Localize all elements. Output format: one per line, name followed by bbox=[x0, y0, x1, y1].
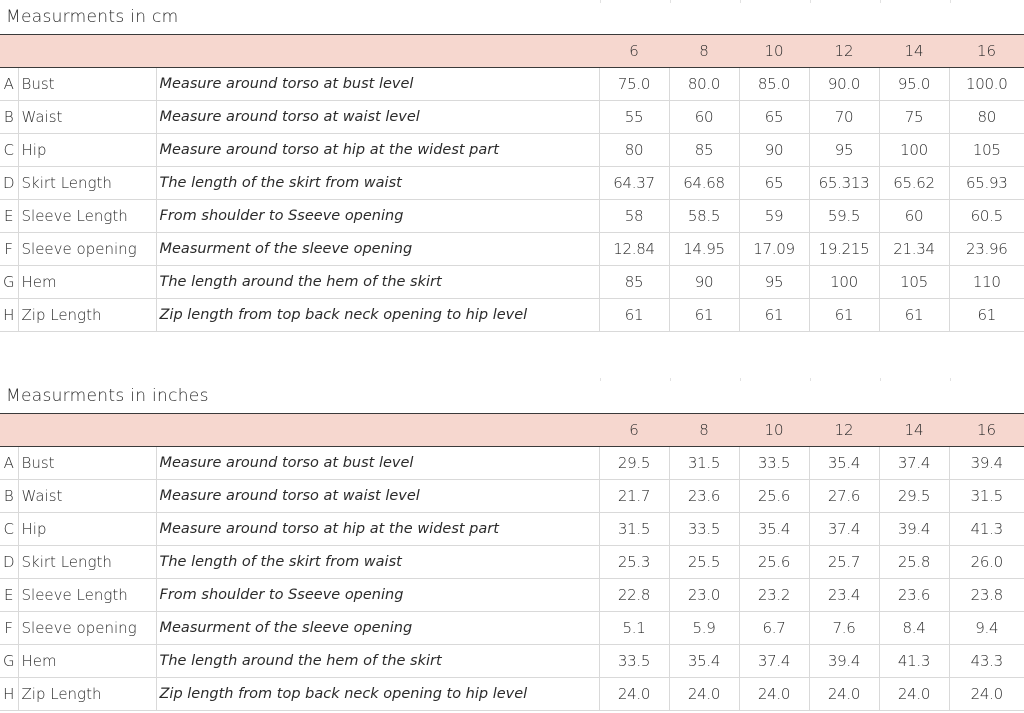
measurement-name: Bust bbox=[18, 68, 156, 101]
measurement-value: 75 bbox=[879, 101, 949, 134]
measurement-value: 58 bbox=[599, 200, 669, 233]
row-letter: C bbox=[0, 134, 18, 167]
measurement-value: 65.62 bbox=[879, 167, 949, 200]
measurement-value: 64.37 bbox=[599, 167, 669, 200]
measurement-value: 35.4 bbox=[739, 513, 809, 546]
measurement-value: 75.0 bbox=[599, 68, 669, 101]
measurement-value: 23.0 bbox=[669, 579, 739, 612]
measurement-name: Skirt Length bbox=[18, 546, 156, 579]
size-header: 10 bbox=[739, 35, 809, 68]
measurement-name: Waist bbox=[18, 101, 156, 134]
measurement-value: 80 bbox=[949, 101, 1024, 134]
measurement-name: Hem bbox=[18, 266, 156, 299]
measurement-description: Measure around torso at hip at the widest part bbox=[156, 513, 599, 546]
measurement-description: Measure around torso at bust level bbox=[156, 68, 599, 101]
table-row bbox=[0, 513, 1024, 546]
measurement-value: 37.4 bbox=[809, 513, 879, 546]
row-letter: E bbox=[0, 579, 18, 612]
measurement-description: From shoulder to Sseeve opening bbox=[156, 579, 599, 612]
measurement-value: 23.2 bbox=[739, 579, 809, 612]
measurement-value: 23.6 bbox=[669, 480, 739, 513]
measurement-description: Measure around torso at waist level bbox=[156, 480, 599, 513]
measurement-description: The length around the hem of the skirt bbox=[156, 645, 599, 678]
measurement-name: Zip Length bbox=[18, 678, 156, 711]
measurement-value: 59 bbox=[739, 200, 809, 233]
measurement-value: 65.313 bbox=[809, 167, 879, 200]
measurement-value: 35.4 bbox=[809, 447, 879, 480]
measurement-value: 27.6 bbox=[809, 480, 879, 513]
measurement-value: 95.0 bbox=[879, 68, 949, 101]
row-letter: C bbox=[0, 513, 18, 546]
measurement-value: 60 bbox=[669, 101, 739, 134]
measurement-value: 14.95 bbox=[669, 233, 739, 266]
measurement-value: 95 bbox=[739, 266, 809, 299]
measurement-value: 100 bbox=[879, 134, 949, 167]
size-header: 6 bbox=[599, 414, 669, 447]
size-header: 14 bbox=[879, 414, 949, 447]
row-letter: A bbox=[0, 447, 18, 480]
measurement-value: 65 bbox=[739, 167, 809, 200]
table-row bbox=[0, 579, 1024, 612]
measurement-value: 65.93 bbox=[949, 167, 1024, 200]
row-letter: E bbox=[0, 200, 18, 233]
measurement-value: 31.5 bbox=[599, 513, 669, 546]
measurement-value: 60.5 bbox=[949, 200, 1024, 233]
size-header-row bbox=[0, 35, 1024, 68]
size-table-inches bbox=[0, 413, 1024, 711]
measurement-description: The length of the skirt from waist bbox=[156, 167, 599, 200]
measurement-value: 90.0 bbox=[809, 68, 879, 101]
measurement-name: Hip bbox=[18, 513, 156, 546]
size-header: 10 bbox=[739, 414, 809, 447]
measurement-value: 25.6 bbox=[739, 480, 809, 513]
table-row bbox=[0, 200, 1024, 233]
size-header: 14 bbox=[879, 35, 949, 68]
measurement-value: 61 bbox=[809, 299, 879, 332]
measurement-value: 24.0 bbox=[739, 678, 809, 711]
measurement-value: 19.215 bbox=[809, 233, 879, 266]
measurement-value: 5.9 bbox=[669, 612, 739, 645]
size-header: 8 bbox=[669, 35, 739, 68]
table-row bbox=[0, 299, 1024, 332]
measurement-name: Hip bbox=[18, 134, 156, 167]
measurement-value: 23.8 bbox=[949, 579, 1024, 612]
measurement-value: 25.5 bbox=[669, 546, 739, 579]
measurement-value: 61 bbox=[739, 299, 809, 332]
measurement-value: 26.0 bbox=[949, 546, 1024, 579]
measurement-value: 61 bbox=[599, 299, 669, 332]
measurement-name: Sleeve Length bbox=[18, 579, 156, 612]
top-ticks-cm bbox=[0, 0, 1024, 4]
measurement-value: 90 bbox=[739, 134, 809, 167]
table-row bbox=[0, 447, 1024, 480]
table-row bbox=[0, 233, 1024, 266]
measurement-value: 6.7 bbox=[739, 612, 809, 645]
measurement-value: 39.4 bbox=[879, 513, 949, 546]
table-row bbox=[0, 134, 1024, 167]
section-title-inches: Measurments in inches bbox=[6, 386, 209, 406]
measurement-value: 24.0 bbox=[879, 678, 949, 711]
measurement-value: 85 bbox=[599, 266, 669, 299]
size-header-row bbox=[0, 414, 1024, 447]
row-letter: A bbox=[0, 68, 18, 101]
measurement-value: 7.6 bbox=[809, 612, 879, 645]
measurement-description: Measurment of the sleeve opening bbox=[156, 233, 599, 266]
measurement-value: 80.0 bbox=[669, 68, 739, 101]
measurement-value: 61 bbox=[879, 299, 949, 332]
measurement-value: 25.6 bbox=[739, 546, 809, 579]
table-body-inches bbox=[0, 414, 1024, 711]
measurement-description: Measure around torso at hip at the widest part bbox=[156, 134, 599, 167]
measurement-value: 35.4 bbox=[669, 645, 739, 678]
measurement-value: 25.3 bbox=[599, 546, 669, 579]
measurement-value: 64.68 bbox=[669, 167, 739, 200]
measurement-value: 5.1 bbox=[599, 612, 669, 645]
measurement-value: 24.0 bbox=[809, 678, 879, 711]
measurement-value: 33.5 bbox=[739, 447, 809, 480]
measurement-value: 58.5 bbox=[669, 200, 739, 233]
measurement-value: 24.0 bbox=[669, 678, 739, 711]
measurement-name: Waist bbox=[18, 480, 156, 513]
measurement-description: Measurment of the sleeve opening bbox=[156, 612, 599, 645]
measurement-value: 33.5 bbox=[669, 513, 739, 546]
table-body-cm bbox=[0, 35, 1024, 332]
table-row bbox=[0, 546, 1024, 579]
measurement-value: 70 bbox=[809, 101, 879, 134]
section-title-cm: Measurments in cm bbox=[6, 7, 179, 27]
measurement-value: 85.0 bbox=[739, 68, 809, 101]
measurement-value: 9.4 bbox=[949, 612, 1024, 645]
row-letter: H bbox=[0, 299, 18, 332]
measurement-value: 33.5 bbox=[599, 645, 669, 678]
table-row bbox=[0, 645, 1024, 678]
measurement-value: 90 bbox=[669, 266, 739, 299]
measurement-value: 110 bbox=[949, 266, 1024, 299]
table-row bbox=[0, 612, 1024, 645]
row-letter: D bbox=[0, 546, 18, 579]
table-row bbox=[0, 480, 1024, 513]
measurement-value: 105 bbox=[879, 266, 949, 299]
measurement-value: 21.7 bbox=[599, 480, 669, 513]
table-row bbox=[0, 266, 1024, 299]
size-header: 12 bbox=[809, 414, 879, 447]
measurement-name: Sleeve opening bbox=[18, 233, 156, 266]
measurement-value: 59.5 bbox=[809, 200, 879, 233]
row-letter: H bbox=[0, 678, 18, 711]
row-letter: D bbox=[0, 167, 18, 200]
measurement-value: 39.4 bbox=[809, 645, 879, 678]
measurement-value: 8.4 bbox=[879, 612, 949, 645]
measurement-name: Sleeve opening bbox=[18, 612, 156, 645]
measurement-value: 105 bbox=[949, 134, 1024, 167]
measurement-name: Hem bbox=[18, 645, 156, 678]
measurement-value: 31.5 bbox=[949, 480, 1024, 513]
measurement-name: Zip Length bbox=[18, 299, 156, 332]
header-blank bbox=[0, 414, 599, 447]
measurement-value: 100.0 bbox=[949, 68, 1024, 101]
table-row bbox=[0, 167, 1024, 200]
size-header: 16 bbox=[949, 35, 1024, 68]
measurement-value: 95 bbox=[809, 134, 879, 167]
measurement-description: Zip length from top back neck opening to hip level bbox=[156, 299, 599, 332]
measurement-name: Bust bbox=[18, 447, 156, 480]
measurement-value: 17.09 bbox=[739, 233, 809, 266]
row-letter: G bbox=[0, 266, 18, 299]
measurement-value: 22.8 bbox=[599, 579, 669, 612]
header-blank bbox=[0, 35, 599, 68]
measurement-value: 85 bbox=[669, 134, 739, 167]
size-table-cm bbox=[0, 34, 1024, 332]
size-header: 16 bbox=[949, 414, 1024, 447]
measurement-value: 100 bbox=[809, 266, 879, 299]
measurement-value: 23.4 bbox=[809, 579, 879, 612]
measurement-value: 37.4 bbox=[739, 645, 809, 678]
measurement-value: 23.96 bbox=[949, 233, 1024, 266]
measurement-value: 80 bbox=[599, 134, 669, 167]
row-letter: B bbox=[0, 480, 18, 513]
measurement-description: Zip length from top back neck opening to hip level bbox=[156, 678, 599, 711]
measurement-description: Measure around torso at waist level bbox=[156, 101, 599, 134]
measurement-description: The length of the skirt from waist bbox=[156, 546, 599, 579]
measurement-value: 25.7 bbox=[809, 546, 879, 579]
measurement-value: 41.3 bbox=[879, 645, 949, 678]
measurement-description: Measure around torso at bust level bbox=[156, 447, 599, 480]
measurement-name: Sleeve Length bbox=[18, 200, 156, 233]
measurement-description: From shoulder to Sseeve opening bbox=[156, 200, 599, 233]
measurement-value: 43.3 bbox=[949, 645, 1024, 678]
measurement-value: 55 bbox=[599, 101, 669, 134]
measurement-value: 24.0 bbox=[599, 678, 669, 711]
measurement-value: 24.0 bbox=[949, 678, 1024, 711]
row-letter: G bbox=[0, 645, 18, 678]
measurement-value: 12.84 bbox=[599, 233, 669, 266]
measurement-value: 61 bbox=[669, 299, 739, 332]
table-row bbox=[0, 678, 1024, 711]
measurement-value: 60 bbox=[879, 200, 949, 233]
measurement-value: 31.5 bbox=[669, 447, 739, 480]
row-letter: F bbox=[0, 612, 18, 645]
top-ticks-inches bbox=[0, 378, 1024, 382]
measurement-value: 41.3 bbox=[949, 513, 1024, 546]
measurement-value: 37.4 bbox=[879, 447, 949, 480]
measurement-value: 21.34 bbox=[879, 233, 949, 266]
row-letter: F bbox=[0, 233, 18, 266]
measurement-value: 65 bbox=[739, 101, 809, 134]
measurement-value: 25.8 bbox=[879, 546, 949, 579]
row-letter: B bbox=[0, 101, 18, 134]
measurement-description: The length around the hem of the skirt bbox=[156, 266, 599, 299]
measurement-name: Skirt Length bbox=[18, 167, 156, 200]
size-header: 8 bbox=[669, 414, 739, 447]
table-row bbox=[0, 68, 1024, 101]
size-header: 12 bbox=[809, 35, 879, 68]
size-header: 6 bbox=[599, 35, 669, 68]
measurement-value: 39.4 bbox=[949, 447, 1024, 480]
table-row bbox=[0, 101, 1024, 134]
measurement-value: 61 bbox=[949, 299, 1024, 332]
measurement-value: 29.5 bbox=[599, 447, 669, 480]
measurement-value: 23.6 bbox=[879, 579, 949, 612]
measurement-value: 29.5 bbox=[879, 480, 949, 513]
